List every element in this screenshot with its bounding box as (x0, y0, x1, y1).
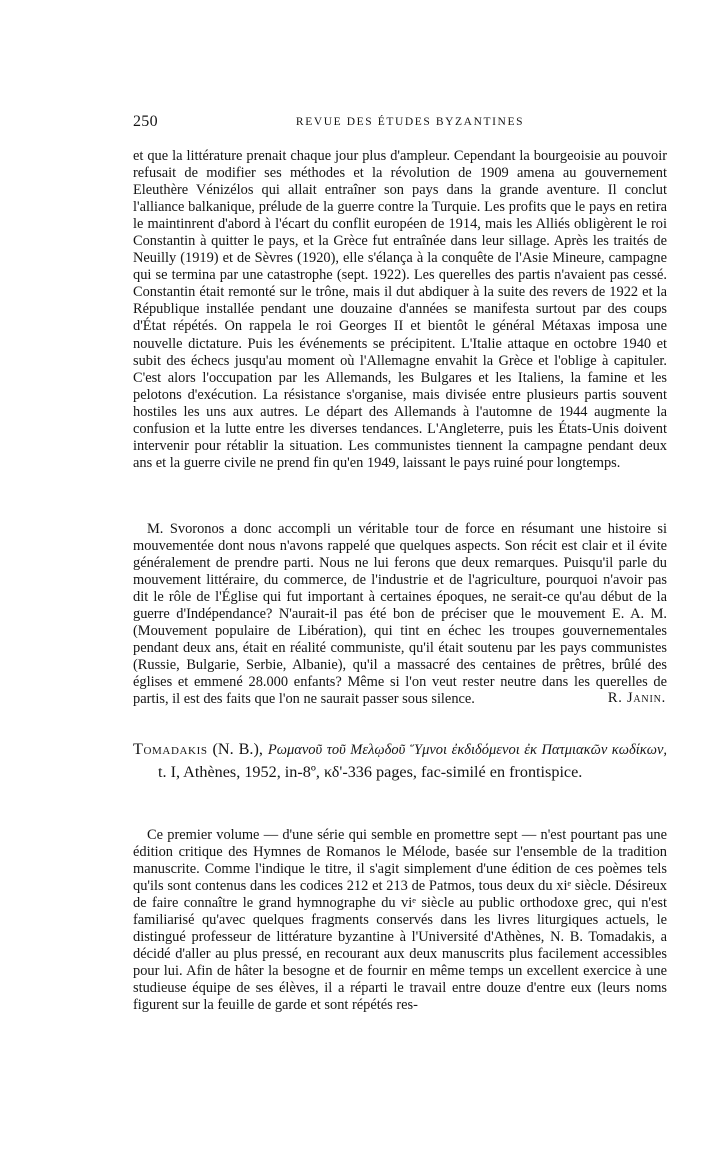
reviewed-book-title: Ρωμανοῦ τοῦ Μελῳδοῦ Ὕμνοι ἐκδιδόμενοι ἐκ Πατμιακῶν κωδίκων, (267, 742, 668, 758)
reviewed-author-initials: (N. B.), (212, 740, 263, 758)
paragraph-text: Ce premier volume — d'une série qui semble en promettre sept — n'est pourtant pas une édition critique des Hymnes de Romanos le Mélode, basée sur l'ensemble de la tradition manuscrite. Comme l'indique le titre, il s'agit simplement d'une édition de ces poèmes tels qu'ils sont contenus dans les codices 212 et 213 de Patmos, tous deux du xiᵉ siècle. Désireux de faire connaître le grand hymnographe du viᵉ siècle au public orthodoxe grec, qui n'est familiarisé qu'avec quelques fragments conservés dans les livres liturgiques actuels, le distingué professeur de littérature byzantine à l'Université d'Athènes, N. B. Tomadakis, a décidé d'aller au plus pressé, en recourant aux deux manuscrits plus facilement accessibles pour lui. Afin de hâter la besogne et de fournir en même temps un excellent exercice à une studieuse équipe de ses élèves, il a réparti le travail entre douze d'entre eux (leurs noms figurent sur la feuille de garde et sont répétés res- (133, 827, 667, 1014)
review-continuation-paragraph-2 (133, 521, 667, 709)
review-bibliographic-heading (133, 738, 667, 783)
reviewer-signature: R. Janin. (607, 690, 666, 706)
bibliographic-details: t. I, Athènes, 1952, in-8º, κδ'-336 pages, fac-similé en frontispice. (158, 763, 583, 781)
paragraph-text: M. Svoronos a donc accompli un véritable tour de force en résumant une histoire si mouvementée dont nous n'avons rappelé que quelques aspects. Son récit est clair et il évite généralement de prendre parti. Nous ne lui ferons que deux remarques. Puisqu'il parle du mouvement littéraire, du commerce, de l'industrie et de l'agriculture, pourquoi n'avoir pas dit le rôle de l'Église qui fut important à certaines époques, ne serait-ce qu'au début de la guerre d'Indépendance? N'aurait-il pas été bon de préciser que le mouvement E. A. M. (Mouvement populaire de Libération), qui tint en échec les troupes gouvernementales pendant deux ans, était en réalité communiste, qu'il était soutenu par les pays communistes (Russie, Bulgarie, Serbie, Albanie), qu'il a massacré des centaines de prêtres, brûlé des églises et emmené 28.000 enfants? Même si l'on veut rester neutre dans les querelles de partis, il est des faits que l'on ne saurait passer sous silence. (133, 521, 667, 708)
journal-title: REVUE DES ÉTUDES BYZANTINES (295, 116, 525, 128)
review-body (133, 827, 667, 1015)
page-number: 250 (133, 113, 158, 130)
running-header (133, 113, 667, 135)
review-continuation-paragraph-1 (133, 148, 667, 472)
paragraph-text: et que la littérature prenait chaque jour plus d'ampleur. Cependant la bourgeoisie au pouvoir refusait de modifier ses méthodes et la révolution de 1909 amena au gouvernement Eleuthère Vénizélos qui allait entraîner son pays dans la grande aventure. Il conclut l'alliance balkanique, prélude de la guerre contre la Turquie. Les profits que le pays en retira le maintinrent d'abord à l'écart du conflit européen de 1914, mais les Alliés obligèrent le roi Constantin à quitter le pays, et la Grèce fut entraînée dans leur sillage. Après les traités de Neuilly (1919) et de Sèvres (1920), elle s'élança à la conquête de l'Asie Mineure, campagne qui se termina par une catastrophe (sept. 1922). Les querelles des partis n'avaient pas cessé. Constantin était remonté sur le trône, mais il dut abdiquer à la suite des revers de 1922 et la République installée pendant une douzaine d'années se manifesta surtout par des coups d'État répétés. On rappela le roi Georges II et bientôt le général Métaxas imposa une nouvelle dictature. Puis les événements se précipitent. L'Italie attaque en octobre 1940 et subit des échecs jusqu'au moment où l'Allemagne envahit la Grèce et l'oblige à capituler. C'est alors l'occupation par les Allemands, les Bulgares et les Italiens, la famine et les pelotons d'exécution. La résistance s'organise, mais divisée entre plusieurs partis souvent hostiles les uns aux autres. Le départ des Allemands à l'automne de 1944 augmente la confusion et la lutte entre les diverses tendances. L'Angleterre, puis les États-Unis doivent intervenir pour rétablir la situation. Les communistes tiennent la campagne pendant deux ans et la guerre civile ne prend fin qu'en 1949, laissant le pays ruiné pour longtemps. (133, 148, 667, 471)
reviewed-author: Tomadakis (133, 740, 208, 758)
